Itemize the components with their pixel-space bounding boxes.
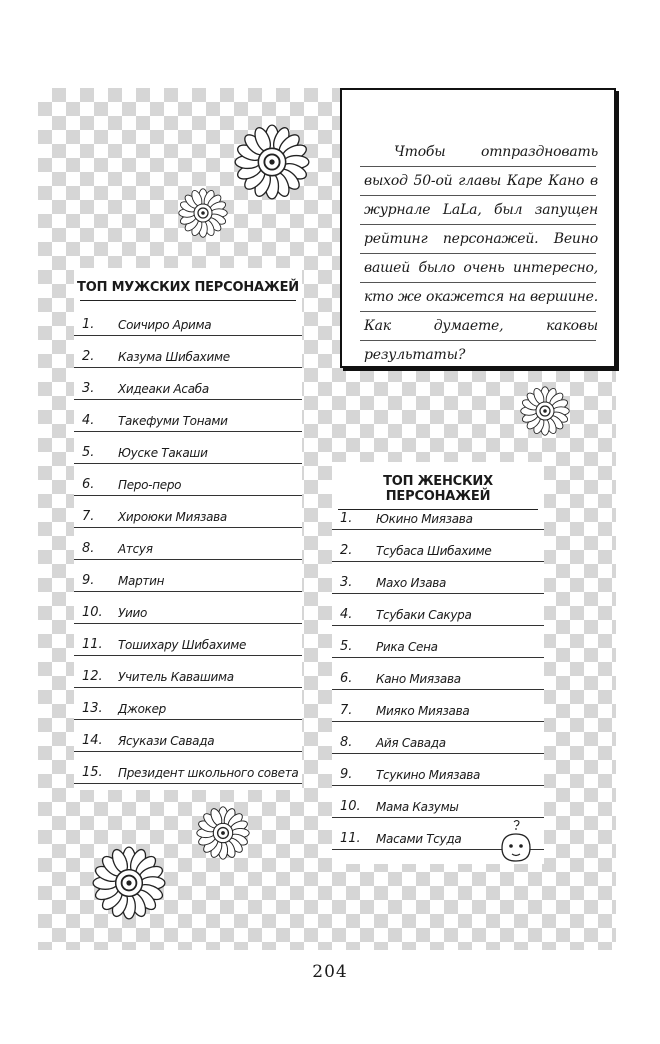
male-list-item — [74, 368, 302, 400]
rank-number: 1. — [340, 511, 353, 526]
character-name: Тсубаса Шибахиме — [376, 544, 492, 558]
female-list-item — [332, 786, 544, 818]
female-list-item — [332, 690, 544, 722]
character-name: Президент школьного совета — [118, 766, 299, 780]
character-name: Соичиро Арима — [118, 318, 212, 332]
male-list-item — [74, 496, 302, 528]
rank-number: 9. — [340, 767, 353, 782]
male-ranking-panel — [74, 268, 302, 790]
rank-number: 10. — [82, 605, 103, 620]
sunflower-icon — [234, 124, 310, 200]
rank-number: 2. — [340, 543, 353, 558]
character-name: Такефуми Тонами — [118, 414, 228, 428]
character-name: Масами Тсуда — [376, 832, 462, 846]
character-name: Хидеаки Асаба — [118, 382, 209, 396]
male-list-item — [74, 720, 302, 752]
sunflower-icon — [178, 188, 228, 238]
character-name: Уиио — [118, 606, 148, 620]
male-list-item — [74, 752, 302, 784]
rank-number: 7. — [82, 509, 95, 524]
female-list-item — [332, 562, 544, 594]
rank-number: 2. — [82, 349, 95, 364]
rank-number: 8. — [82, 541, 95, 556]
rank-number: 5. — [340, 639, 353, 654]
rank-number: 14. — [82, 733, 103, 748]
character-name: Ясукази Савада — [118, 734, 215, 748]
rank-number: 6. — [340, 671, 353, 686]
rank-number: 1. — [82, 317, 95, 332]
intro-text: Чтобы отпраздновать выход 50-ой главы Каре Кано в журнале LaLa, был запущен рейтинг персонажей. Веино вашей было очень интересно, кто же окажется на вершине. Как думаете, каковы результаты? — [364, 144, 598, 363]
character-name: Джокер — [118, 702, 166, 716]
female-list-item — [332, 594, 544, 626]
female-list-item — [332, 658, 544, 690]
female-list-item — [332, 530, 544, 562]
female-list-item — [332, 722, 544, 754]
sunflower-icon — [520, 386, 570, 436]
rank-number: 15. — [82, 765, 103, 780]
character-name: Тсукино Миязава — [376, 768, 481, 782]
female-list-item — [332, 498, 544, 530]
rank-number: 11. — [82, 637, 103, 652]
female-ranking-panel — [332, 462, 544, 864]
character-name: Рика Сена — [376, 640, 438, 654]
female-list-item — [332, 754, 544, 786]
intro-box — [340, 88, 616, 368]
male-list-item — [74, 528, 302, 560]
female-list-title: ТОП ЖЕНСКИХ ПЕРСОНАЖЕЙ — [332, 474, 544, 504]
character-name: Айя Савада — [376, 736, 446, 750]
character-name: Учитель Кавашима — [118, 670, 234, 684]
rank-number: 3. — [340, 575, 353, 590]
sunflower-icon — [196, 806, 250, 860]
rank-number: 10. — [340, 799, 361, 814]
rank-number: 9. — [82, 573, 95, 588]
male-list-item — [74, 304, 302, 336]
character-name: Атсуя — [118, 542, 153, 556]
male-list-item — [74, 432, 302, 464]
male-list-item — [74, 464, 302, 496]
character-name: Кано Миязава — [376, 672, 461, 686]
rank-number: 5. — [82, 445, 95, 460]
rank-number: 12. — [82, 669, 103, 684]
character-name: Юуске Такаши — [118, 446, 208, 460]
male-list-title: ТОП МУЖСКИХ ПЕРСОНАЖЕЙ — [74, 280, 302, 295]
character-name: Юкино Миязава — [376, 512, 473, 526]
male-list-item — [74, 656, 302, 688]
character-name: Мияко Миязава — [376, 704, 470, 718]
character-name: Мартин — [118, 574, 165, 588]
character-name: Мама Казумы — [376, 800, 459, 814]
male-list-item — [74, 560, 302, 592]
male-list-item — [74, 624, 302, 656]
rank-number: 6. — [82, 477, 95, 492]
rank-number: 11. — [340, 831, 361, 846]
male-list-item — [74, 400, 302, 432]
female-list-item — [332, 626, 544, 658]
rank-number: 3. — [82, 381, 95, 396]
page-number: 204 — [312, 962, 348, 982]
male-list-item — [74, 592, 302, 624]
rank-number: 4. — [82, 413, 95, 428]
rank-number: 13. — [82, 701, 103, 716]
male-list-item — [74, 336, 302, 368]
character-name: Тсубаки Сакура — [376, 608, 472, 622]
character-name: Перо-перо — [118, 478, 182, 492]
rank-number: 8. — [340, 735, 353, 750]
male-list-item — [74, 688, 302, 720]
smiley-doodle-icon — [496, 818, 536, 864]
character-name: Казума Шибахиме — [118, 350, 230, 364]
rank-number: 4. — [340, 607, 353, 622]
character-name: Тошихару Шибахиме — [118, 638, 247, 652]
character-name: Хироюки Миязава — [118, 510, 227, 524]
sunflower-icon — [92, 846, 166, 920]
character-name: Махо Изава — [376, 576, 447, 590]
rank-number: 7. — [340, 703, 353, 718]
